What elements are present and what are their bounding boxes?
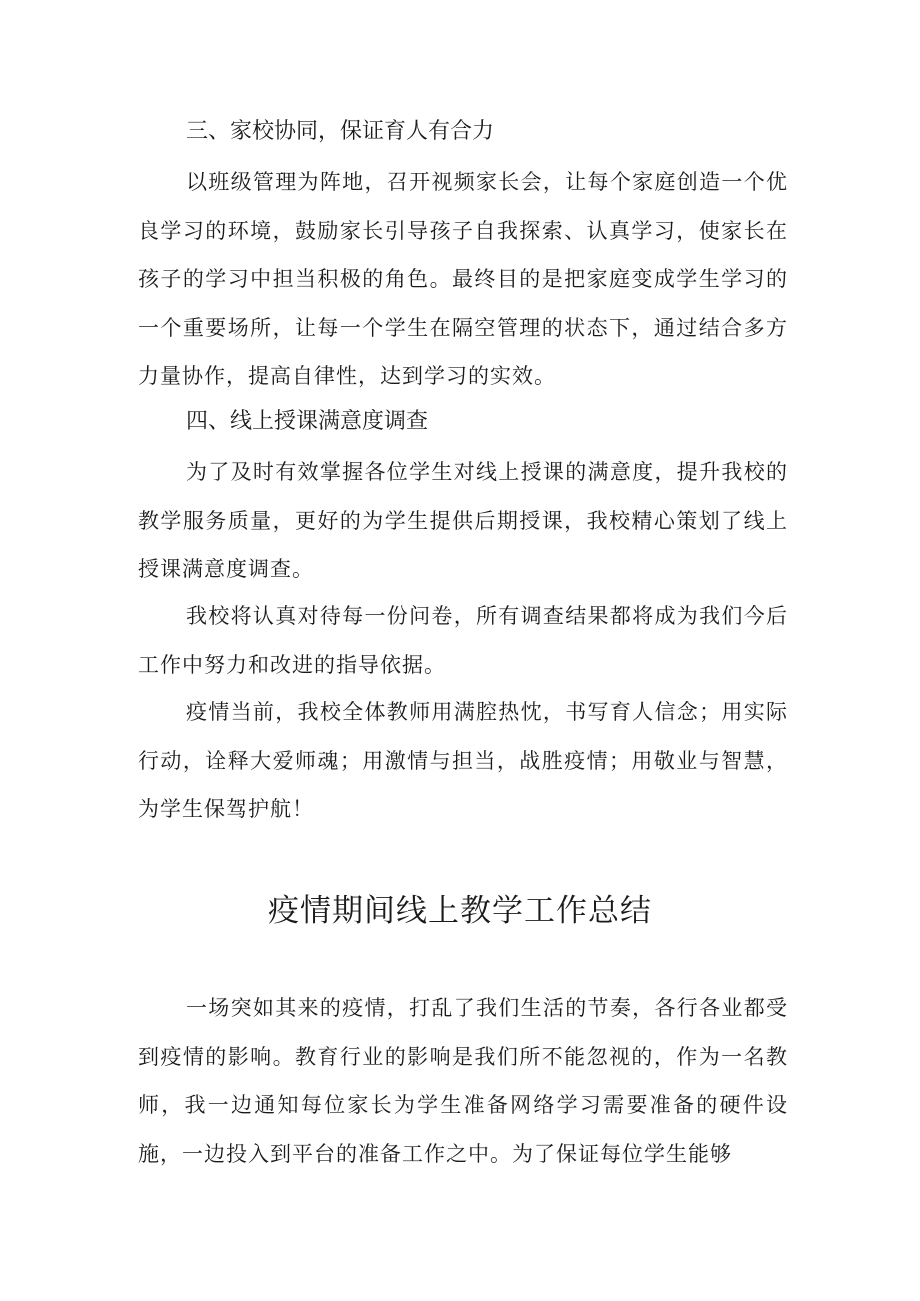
paragraph-survey-commitment: 我校将认真对待每一份问卷，所有调查结果都将成为我们今后工作中努力和改进的指导依据。 — [138, 604, 788, 677]
paragraph-survey-purpose: 为了及时有效掌握各位学生对线上授课的满意度，提升我校的教学服务质量，更好的为学生提供后期授课，我校精心策划了线上授课满意度调查。 — [138, 460, 788, 581]
article-title: 疫情期间线上教学工作总结 — [268, 893, 652, 929]
paragraph-home-school: 以班级管理为阵地，召开视频家长会，让每个家庭创造一个优良学习的环境，鼓励家长引导孩子自我探索、认真学习，使家长在孩子的学习中担当积极的角色。最终目的是把家庭变成学生学习的一个重要场所，让每一个学生在隔空管理的状态下，通过结合多方力量协作，提高自律性，达到学习的实效。 — [138, 170, 788, 388]
paragraph-teacher-dedication: 疫情当前，我校全体教师用满腔热忱，书写育人信念；用实际行动，诠释大爱师魂；用激情与担当，战胜疫情；用敬业与智慧，为学生保驾护航！ — [138, 700, 788, 821]
paragraph-article-intro: 一场突如其来的疫情，打乱了我们生活的节奏，各行各业都受到疫情的影响。教育行业的影响是我们所不能忽视的，作为一名教师，我一边通知每位家长为学生准备网络学习需要准备的硬件设施，一边投入到平台的准备工作之中。为了保证每位学生能够 — [138, 996, 788, 1166]
section-heading-satisfaction-survey: 四、线上授课满意度调查 — [186, 409, 429, 434]
section-heading-home-school-collaboration: 三、家校协同，保证育人有合力 — [186, 119, 495, 144]
